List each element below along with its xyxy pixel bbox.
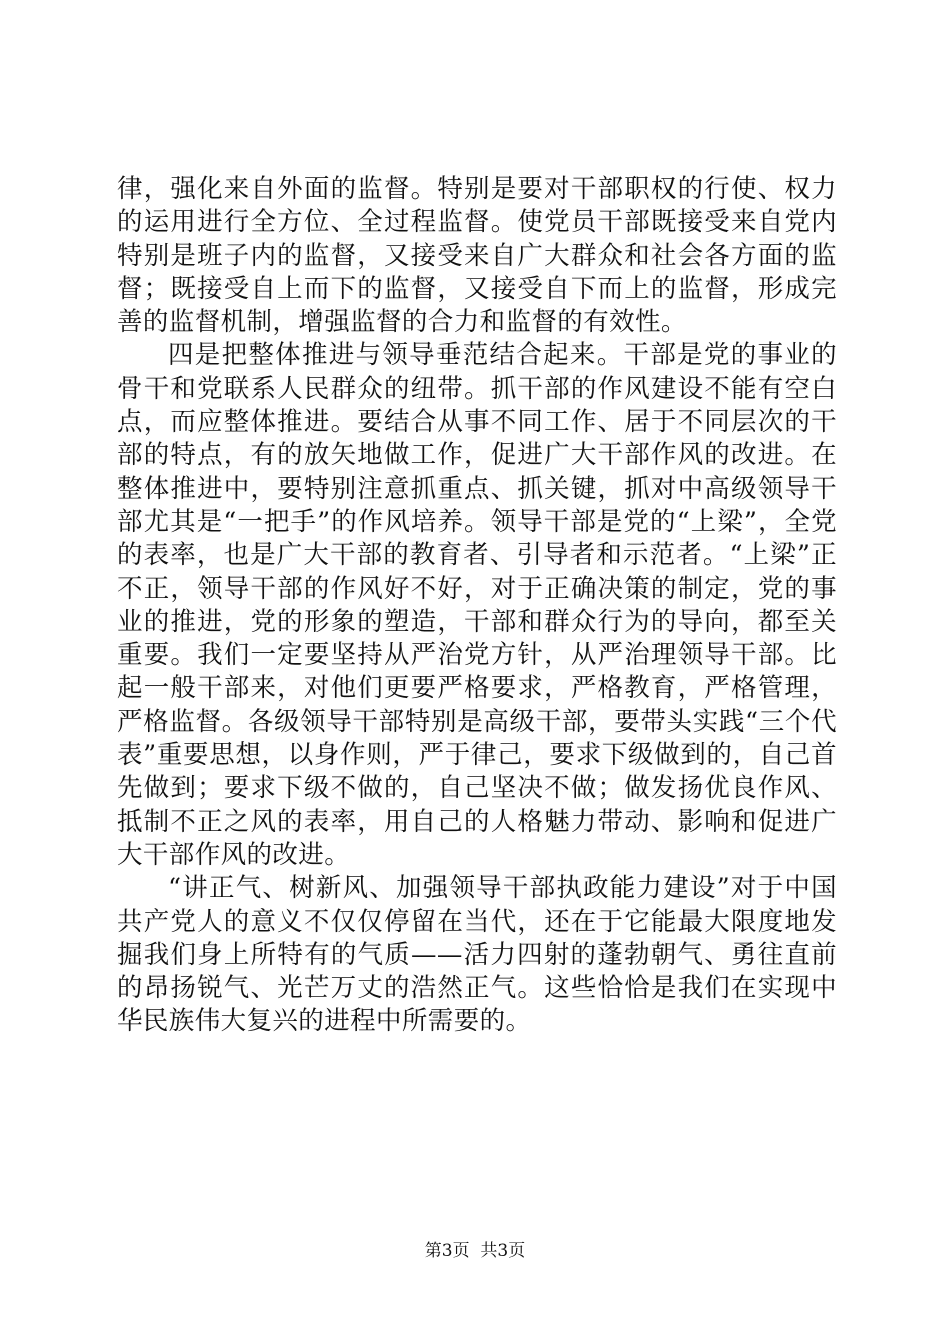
paragraph-conclusion: “讲正气、树新风、加强领导干部执政能力建设”对于中国共产党人的意义不仅仅停留在当代，还在于它能最大限度地发掘我们身上所特有的气质——活力四射的蓬勃朝气、勇往直前的昂扬锐气、光芒万丈的浩然正气。这些恰恰是我们在实现中华民族伟大复兴的进程中所需要的。 xyxy=(117,873,837,1037)
document-body xyxy=(117,173,837,1039)
paragraph-continuation: 律，强化来自外面的监督。特别是要对干部职权的行使、权力的运用进行全方位、全过程监督。使党员干部既接受来自党内特别是班子内的监督，又接受来自广大群众和社会各方面的监督；既接受自上而下的监督，又接受自下而上的监督，形成完善的监督机制，增强监督的合力和监督的有效性。 xyxy=(117,174,837,338)
paragraph-leadership-example: 四是把整体推进与领导垂范结合起来。干部是党的事业的骨干和党联系人民群众的纽带。抓干部的作风建设不能有空白点，而应整体推进。要结合从事不同工作、居于不同层次的干部的特点，有的放矢地做工作，促进广大干部作风的改进。在整体推进中，要特别注意抓重点、抓关键，抓对中高级领导干部尤其是“一把手”的作风培养。领导干部是党的“上梁”，全党的表率，也是广大干部的教育者、引导者和示范者。“上梁”正不正，领导干部的作风好不好，对于正确决策的制定，党的事业的推进，党的形象的塑造，干部和群众行为的导向，都至关重要。我们一定要坚持从严治党方针，从严治理领导干部。比起一般干部来，对他们更要严格要求，严格教育，严格管理，严格监督。各级领导干部特别是高级干部，要带头实践“三个代表”重要思想，以身作则，严于律己，要求下级做到的，自己首先做到；要求下级不做的，自己坚决不做；做发扬优良作风、抵制不正之风的表率，用自己的人格魅力带动、影响和促进广大干部作风的改进。 xyxy=(117,340,837,870)
page-number: 第3页 共3页 xyxy=(424,1241,526,1261)
page-footer xyxy=(0,1240,950,1262)
